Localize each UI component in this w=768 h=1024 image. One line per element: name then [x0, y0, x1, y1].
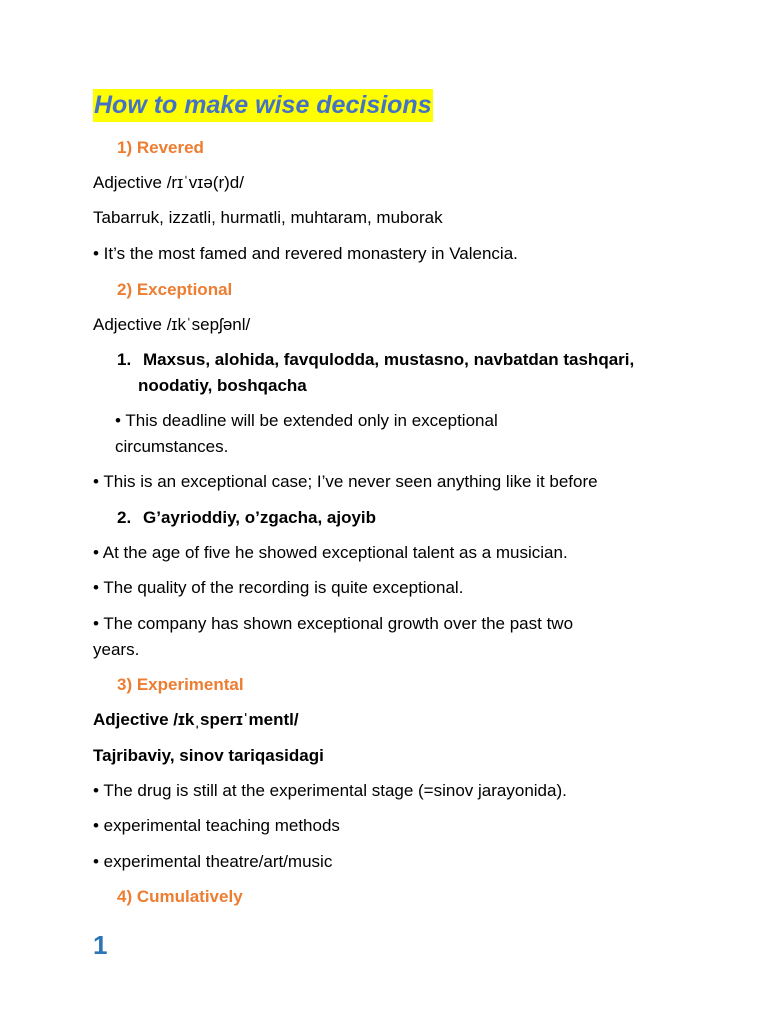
experimental-example-3: • experimental theatre/art/music: [93, 852, 333, 871]
section-heading-experimental: 3) Experimental: [117, 675, 244, 694]
section-heading-cumulatively: 4) Cumulatively: [117, 887, 243, 906]
exceptional-example-3: • At the age of five he showed exceptional talent as a musician.: [93, 543, 568, 562]
exceptional-example-4: • The quality of the recording is quite exceptional.: [93, 578, 464, 597]
exceptional-item1-number: 1.: [117, 350, 132, 369]
exceptional-item2-text: G’ayrioddiy, o’zgacha, ajoyib: [143, 508, 377, 527]
exceptional-example-2: • This is an exceptional case; I’ve never seen anything like it before: [93, 472, 598, 491]
experimental-example-1: • The drug is still at the experimental stage (=sinov jarayonida).: [93, 781, 567, 800]
document-title: How to make wise decisions: [93, 89, 433, 122]
exceptional-pos: Adjective /ɪkˈsepʃənl/: [93, 315, 251, 334]
section-heading-revered: 1) Revered: [117, 138, 204, 157]
section-heading-exceptional: 2) Exceptional: [117, 280, 233, 299]
exceptional-example-5a: • The company has shown exceptional growth over the past two: [93, 614, 574, 633]
experimental-example-2: • experimental teaching methods: [93, 816, 340, 835]
revered-pos: Adjective /rɪˈvɪə(r)d/: [93, 173, 244, 192]
exceptional-example-1a: • This deadline will be extended only in exceptional: [115, 411, 498, 430]
exceptional-item2-number: 2.: [117, 508, 132, 527]
page-number: 1: [93, 930, 108, 960]
experimental-pos: Adjective /ɪkˌsperɪˈmentl/: [93, 710, 299, 729]
experimental-translation: Tajribaviy, sinov tariqasidagi: [93, 746, 324, 765]
exceptional-example-5b: years.: [93, 640, 140, 659]
revered-example: • It’s the most famed and revered monastery in Valencia.: [93, 244, 518, 263]
exceptional-item1-line1: Maxsus, alohida, favqulodda, mustasno, navbatdan tashqari,: [143, 350, 635, 369]
exceptional-item1-line2: noodatiy, boshqacha: [138, 376, 307, 395]
revered-translation: Tabarruk, izzatli, hurmatli, muhtaram, muborak: [93, 208, 443, 227]
exceptional-example-1b: circumstances.: [115, 437, 229, 456]
